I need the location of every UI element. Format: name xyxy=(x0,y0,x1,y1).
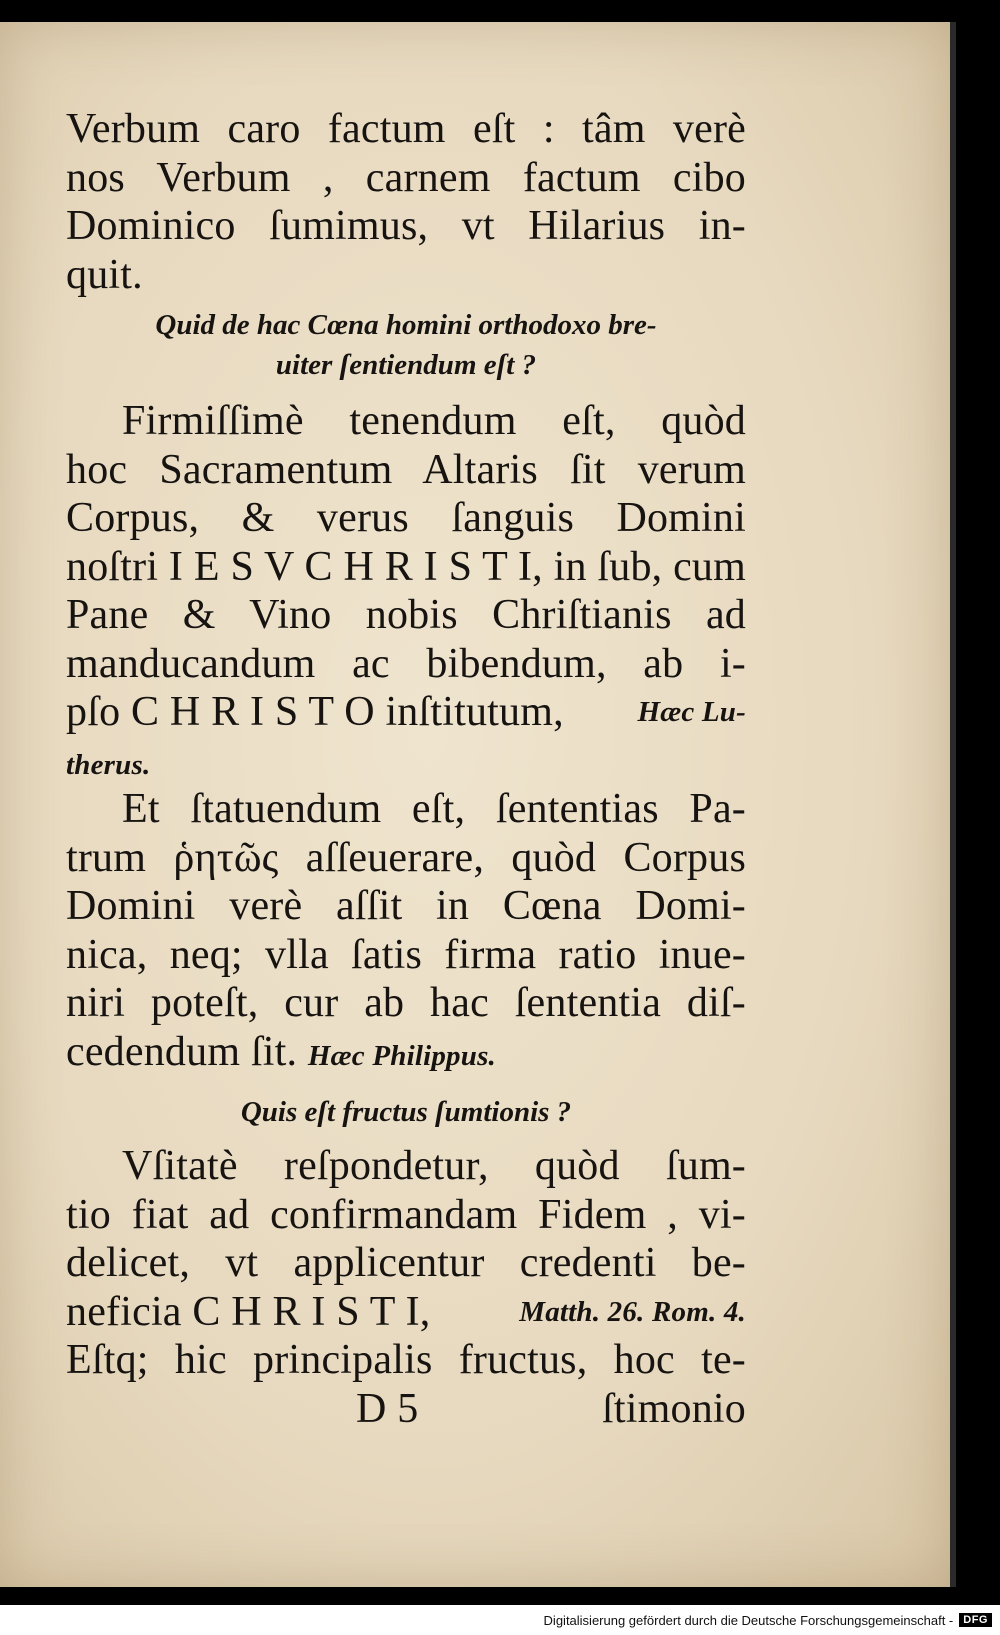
source-reference: Matth. 26. Rom. 4. xyxy=(519,1295,746,1328)
text-line: Firmiſſimè tenendum eſt, quòd xyxy=(122,398,746,444)
source-reference: therus. xyxy=(66,748,151,781)
text-span: pſo C H R I S T O inſtitutum, xyxy=(66,689,564,735)
text-line: Et ſtatuendum eſt, ſententias Pa- xyxy=(122,786,746,832)
text-line xyxy=(66,1028,746,1077)
text-line: hoc Sacramentum Altaris ſit verum xyxy=(66,446,746,493)
text-line: nos Verbum , carnem factum cibo xyxy=(66,154,746,201)
section-heading: uiter ſentiendum eſt ? xyxy=(275,349,537,381)
text-line xyxy=(66,1288,746,1337)
section-heading: Quis eſt fructus ſumtionis ? xyxy=(240,1096,572,1128)
catchword: ſtimonio xyxy=(602,1385,746,1432)
text-line: Verbum caro factum eſt : tâm verè xyxy=(66,106,746,152)
text-line xyxy=(66,737,746,786)
text-line: Eſtq; hic principalis fructus, hoc te- xyxy=(66,1337,746,1383)
text-line: nica, neq; vlla ſatis firma ratio inue- xyxy=(66,931,746,978)
text-line: Domini verè aſſit in Cœna Domi- xyxy=(66,883,746,929)
book-page xyxy=(0,22,956,1587)
text-line: trum ῥητῶς aſſeuerare, quòd Corpus xyxy=(66,834,746,881)
text-line: manducandum ac bibendum, ab i- xyxy=(66,640,746,687)
digitization-credit: Digitalisierung gefördert durch die Deutsche Forschungsgemeinschaft - xyxy=(543,1612,954,1628)
text-line: delicet, vt applicentur credenti be- xyxy=(66,1240,746,1286)
text-line: Corpus, & verus ſanguis Domini xyxy=(66,495,746,541)
digitization-credit-bar xyxy=(0,1605,1000,1635)
text-line: tio fiat ad confirmandam Fidem , vi- xyxy=(66,1191,746,1238)
page-foot xyxy=(66,1385,746,1434)
dfg-logo: DFG xyxy=(959,1613,992,1627)
text-span: neficia C H R I S T I, xyxy=(66,1288,431,1335)
page-text xyxy=(66,105,746,1433)
text-span: cedendum ſit. xyxy=(66,1028,298,1075)
text-line: niri poteſt, cur ab hac ſententia diſ- xyxy=(66,980,746,1026)
source-reference: Hæc Philippus. xyxy=(307,1039,497,1072)
text-line xyxy=(66,688,746,737)
text-line: noſtri I E S V C H R I S T I, in ſub, cum xyxy=(66,543,746,590)
section-heading: Quid de hac Cœna homini orthodoxo bre- xyxy=(155,309,657,341)
text-line: Dominico ſumimus, vt Hilarius in- xyxy=(66,203,746,249)
signature-mark: D 5 xyxy=(356,1385,419,1432)
text-line: Pane & Vino nobis Chriſtianis ad xyxy=(66,592,746,638)
source-reference: Hæc Lu- xyxy=(637,696,746,728)
text-line: Vſitatè reſpondetur, quòd ſum- xyxy=(122,1143,746,1189)
text-line: quit. xyxy=(66,251,143,298)
